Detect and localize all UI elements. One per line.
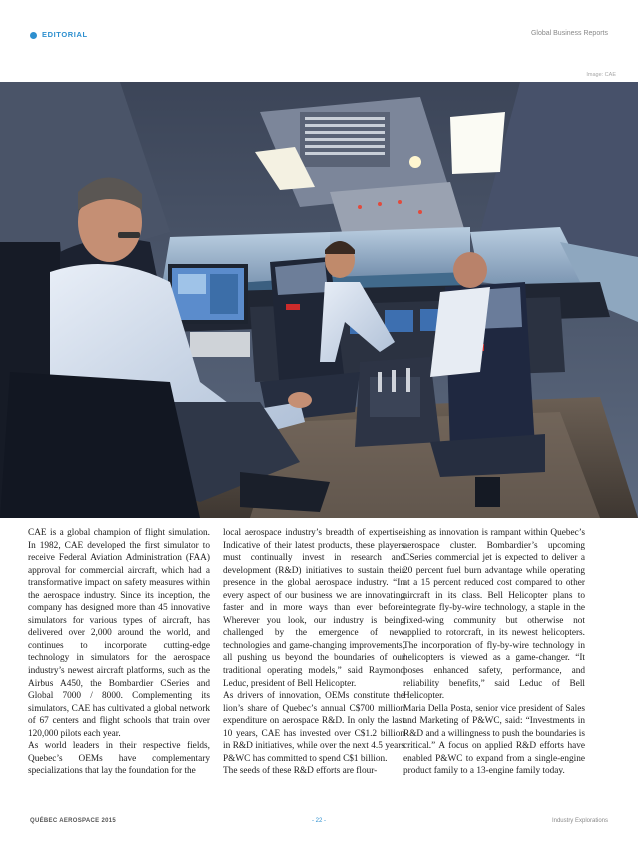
page-footer: [30, 818, 608, 830]
article-paragraph: CAE is a global champion of flight simulation. In 1982, CAE developed the first simulator to receive Federal Aviation Administration (FAA) approval for commercial aircraft, which had a transformative impact on safety measures within the aerospace industry. Since its inception, the company has designed more than 45 innovative simulators for various types of aircraft, has delivered over 2,000 around the world, and continues to incorporate cutting-edge technology in simulators for the aerospace industry’s newest aircraft platforms, such as the Airbus A450, the Bombardier CSeries and Global 7000 / 8000. Complementing its simulators, CAE has cultivated a global network of 67 centers and flight schools that train over 120,000 pilots each year.: [28, 528, 210, 739]
cockpit-illustration: [0, 82, 638, 518]
article-column-3: [403, 527, 585, 778]
article-body: [28, 527, 610, 807]
article-paragraph: As world leaders in their respective fields, Quebec’s OEMs have complementary specializations that lay the foundation for the: [28, 741, 210, 777]
footer-publication-title: QUÉBEC AEROSPACE 2015: [30, 818, 116, 824]
footer-series-name: Industry Explorations: [551, 818, 608, 824]
article-paragraph: Maria Della Posta, senior vice president of Sales and Marketing of P&WC, said: “Investments in R&D and a willingness to push the boundaries is critical.” A focus on applied R&D efforts have enabled P&WC to expand from a single-engine product family to a 13-engine family today.: [403, 703, 585, 777]
page-header: [30, 30, 608, 44]
article-paragraph: The seeds of these R&D efforts are flour-: [223, 766, 378, 777]
article-paragraph: As drivers of innovation, OEMs constitute the lion’s share of Quebec’s annual C$700 million expenditure on aerospace R&D. In only the last 10 years, CAE has invested over C$1.2 billion in R&D initiatives, while over the next 4.5 years P&WC has committed to spend C$1 billion.: [223, 691, 405, 764]
section-bullet-icon: [30, 32, 37, 39]
publication-name: Global Business Reports: [530, 30, 608, 37]
article-column-1: [28, 527, 210, 778]
photo-credit: Image: CAE: [586, 72, 616, 78]
cockpit-photo: [0, 82, 638, 518]
article-paragraph: ishing as innovation is rampant within Quebec’s aerospace cluster. Bombardier’s upcoming CSeries commercial jet is expected to deliver a 20 percent fuel burn advantage while operating at a 15 percent reduced cost compared to other aircraft in its class. Bell Helicopter plans to integrate fly-by-wire technology, a staple in the fixed-wing community but otherwise not applied to rotorcraft, in its newest helicopters. The incorporation of fly-by-wire technology in helicopters is viewed as a game-changer. “It poses enhanced safety, performance, and reliability benefits,” said Leduc of Bell Helicopter.: [403, 528, 585, 702]
article-column-2: [223, 527, 405, 778]
article-paragraph: local aerospace industry’s breadth of expertise. Indicative of their latest products, these players must continually invest in research and development (R&D) initiatives to sustain their presence in the global aerospace industry. “In every aspect of our business we are innovating faster and in more ways than ever before. Wherever you look, our industry is being challenged by the emergence of new technologies and game-changing improvements, all pushing us beyond the boundaries of our traditional operating models,” said Raymond Leduc, president of Bell Helicopter.: [223, 528, 405, 689]
section-label: EDITORIAL: [42, 30, 88, 39]
page-number: - 22 -: [311, 818, 326, 824]
